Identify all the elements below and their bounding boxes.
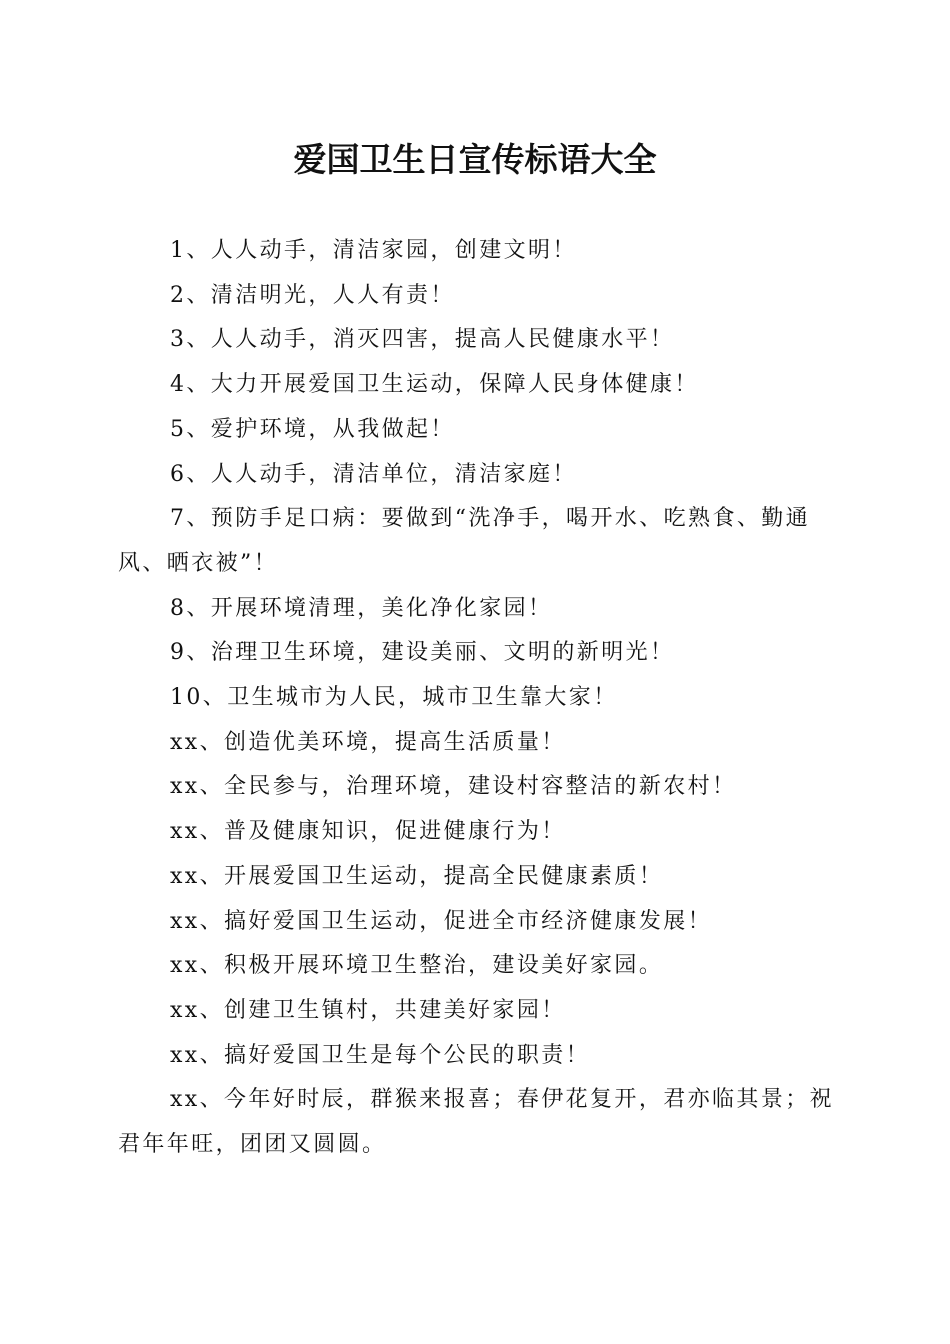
page-title: 爱国卫生日宣传标语大全 bbox=[293, 140, 657, 179]
slogan-item-7: 7、预防手足口病：要做到“洗净手，喝开水、吃熟食、勤通风、晒衣被”！ bbox=[118, 506, 811, 576]
slogan-item-2: 2、清洁明光，人人有责！ bbox=[170, 282, 455, 308]
slogan-item-14: xx、开展爱国卫生运动，提高全民健康素质！ bbox=[170, 863, 664, 889]
slogan-item-13: xx、普及健康知识，促进健康行为！ bbox=[170, 819, 566, 845]
slogan-item-16: xx、积极开展环境卫生整治，建设美好家园。 bbox=[170, 953, 664, 979]
slogan-list bbox=[118, 229, 835, 1168]
slogan-item-3: 3、人人动手，消灭四害，提高人民健康水平！ bbox=[170, 327, 675, 353]
slogan-item-18: xx、搞好爱国卫生是每个公民的职责！ bbox=[170, 1042, 591, 1068]
slogan-item-4: 4、大力开展爱国卫生运动，保障人民身体健康！ bbox=[170, 372, 699, 398]
slogan-item-8: 8、开展环境清理，美化净化家园！ bbox=[170, 595, 553, 621]
slogan-item-11: xx、创造优美环境，提高生活质量！ bbox=[170, 729, 566, 755]
slogan-item-1: 1、人人动手，清洁家园，创建文明！ bbox=[170, 238, 577, 263]
slogan-item-9: 9、治理卫生环境，建设美丽、文明的新明光！ bbox=[170, 640, 675, 666]
slogan-item-19: xx、今年好时辰，群猴来报喜；春伊花复开，君亦临其景；祝君年年旺，团团又圆圆。 bbox=[118, 1087, 835, 1158]
slogan-item-6: 6、人人动手，清洁单位，清洁家庭！ bbox=[170, 461, 577, 487]
slogan-item-15: xx、搞好爱国卫生运动，促进全市经济健康发展！ bbox=[170, 908, 713, 934]
slogan-item-10: 10、卫生城市为人民，城市卫生靠大家！ bbox=[170, 685, 618, 711]
slogan-item-17: xx、创建卫生镇村，共建美好家园！ bbox=[170, 997, 566, 1023]
slogan-item-5: 5、爱护环境，从我做起！ bbox=[170, 416, 455, 442]
slogan-item-12: xx、全民参与，治理环境，建设村容整洁的新农村！ bbox=[170, 774, 737, 800]
